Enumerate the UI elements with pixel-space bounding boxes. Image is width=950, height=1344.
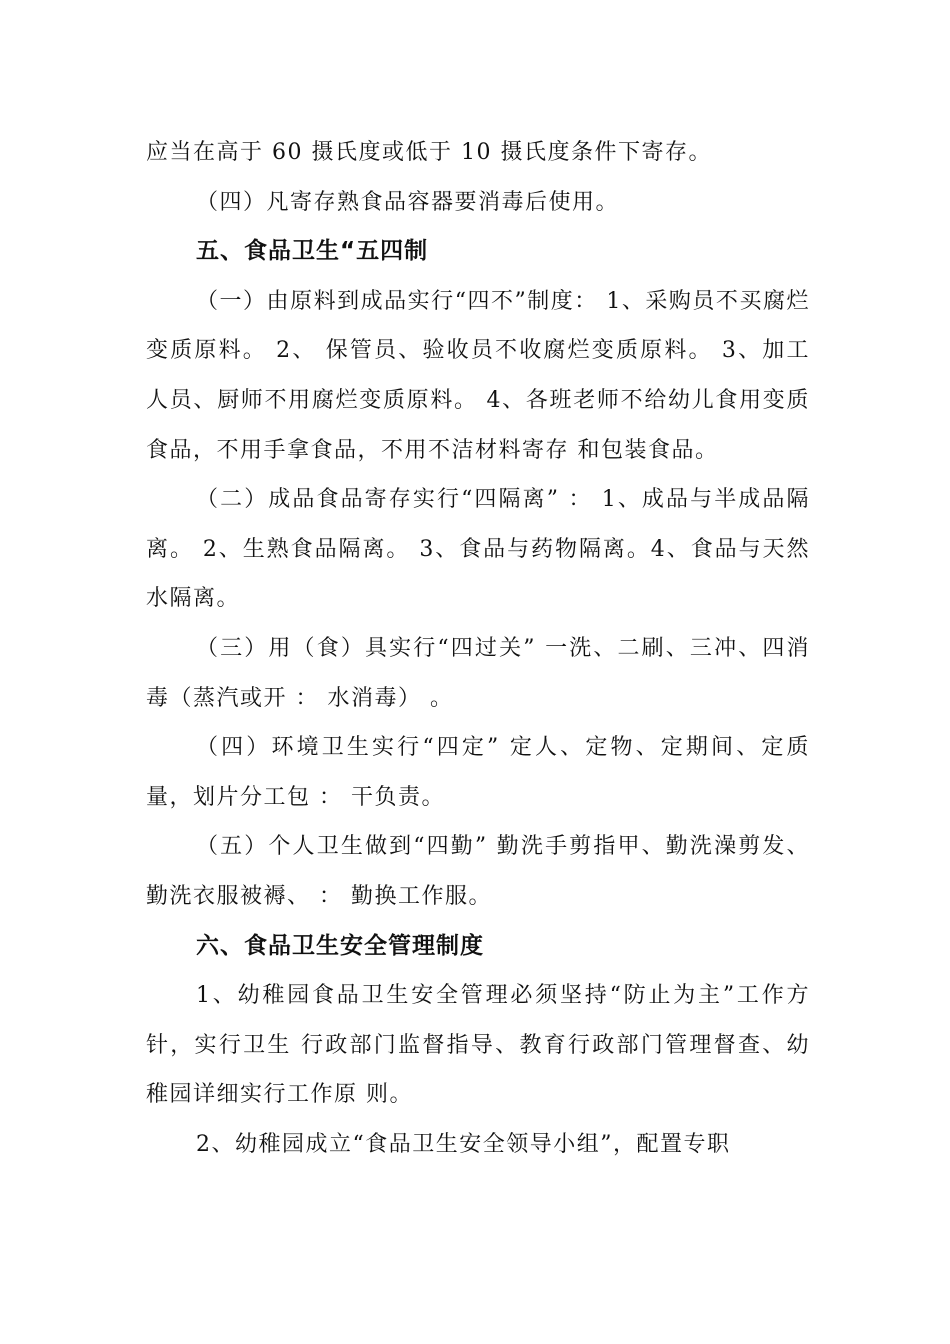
paragraph-management-principle: 1、幼稚园食品卫生安全管理必须坚持“防止为主”工作方针，实行卫生 行政部门监督指导、教育行政部门管理督查、幼稚园详细实行工作原 则。 — [146, 983, 810, 1108]
paragraph-four-diligences: （五）个人卫生做到“四勤” 勤洗手剪指甲、勤洗澡剪发、勤洗衣服被褥、 ： 勤换工作服。 — [146, 834, 810, 909]
paragraph-container-disinfection: （四）凡寄存熟食品容器要消毒后使用。 — [196, 189, 620, 215]
paragraph-storage-temperature: 应当在高于 60 摄氏度或低于 10 摄氏度条件下寄存。 — [146, 140, 712, 165]
section-heading-safety-management: 六、食品卫生安全管理制度 — [196, 932, 484, 959]
document-body — [146, 128, 810, 1169]
paragraph-four-fixed: （四）环境卫生实行“四定” 定人、定物、定期间、定质量，划片分工包 ： 干负责。 — [146, 735, 810, 810]
paragraph-four-separations: （二）成品食品寄存实行“四隔离” ： 1、成品与半成品隔离。 2、生熟食品隔离。 3、食品与药物隔离。4、食品与天然水隔离。 — [146, 487, 810, 612]
paragraph-four-nots: （一）由原料到成品实行“四不”制度： 1、采购员不买腐烂变质原料。 2、 保管员、验收员不收腐烂变质原料。 3、加工人员、厨师不用腐烂变质原料。 4、各班老师不给幼儿食用变质食品，不用手拿食品，不用不洁材料寄存 和包装食品。 — [146, 288, 810, 463]
paragraph-leadership-group: 2、幼稚园成立“食品卫生安全领导小组”，配置专职 — [196, 1131, 731, 1157]
paragraph-four-checkpoints: （三）用（食）具实行“四过关” 一洗、二刷、三冲、四消毒（蒸汽或开 ： 水消毒） 。 — [146, 635, 810, 711]
section-heading-five-four-system: 五、食品卫生“五四制 — [196, 238, 429, 265]
